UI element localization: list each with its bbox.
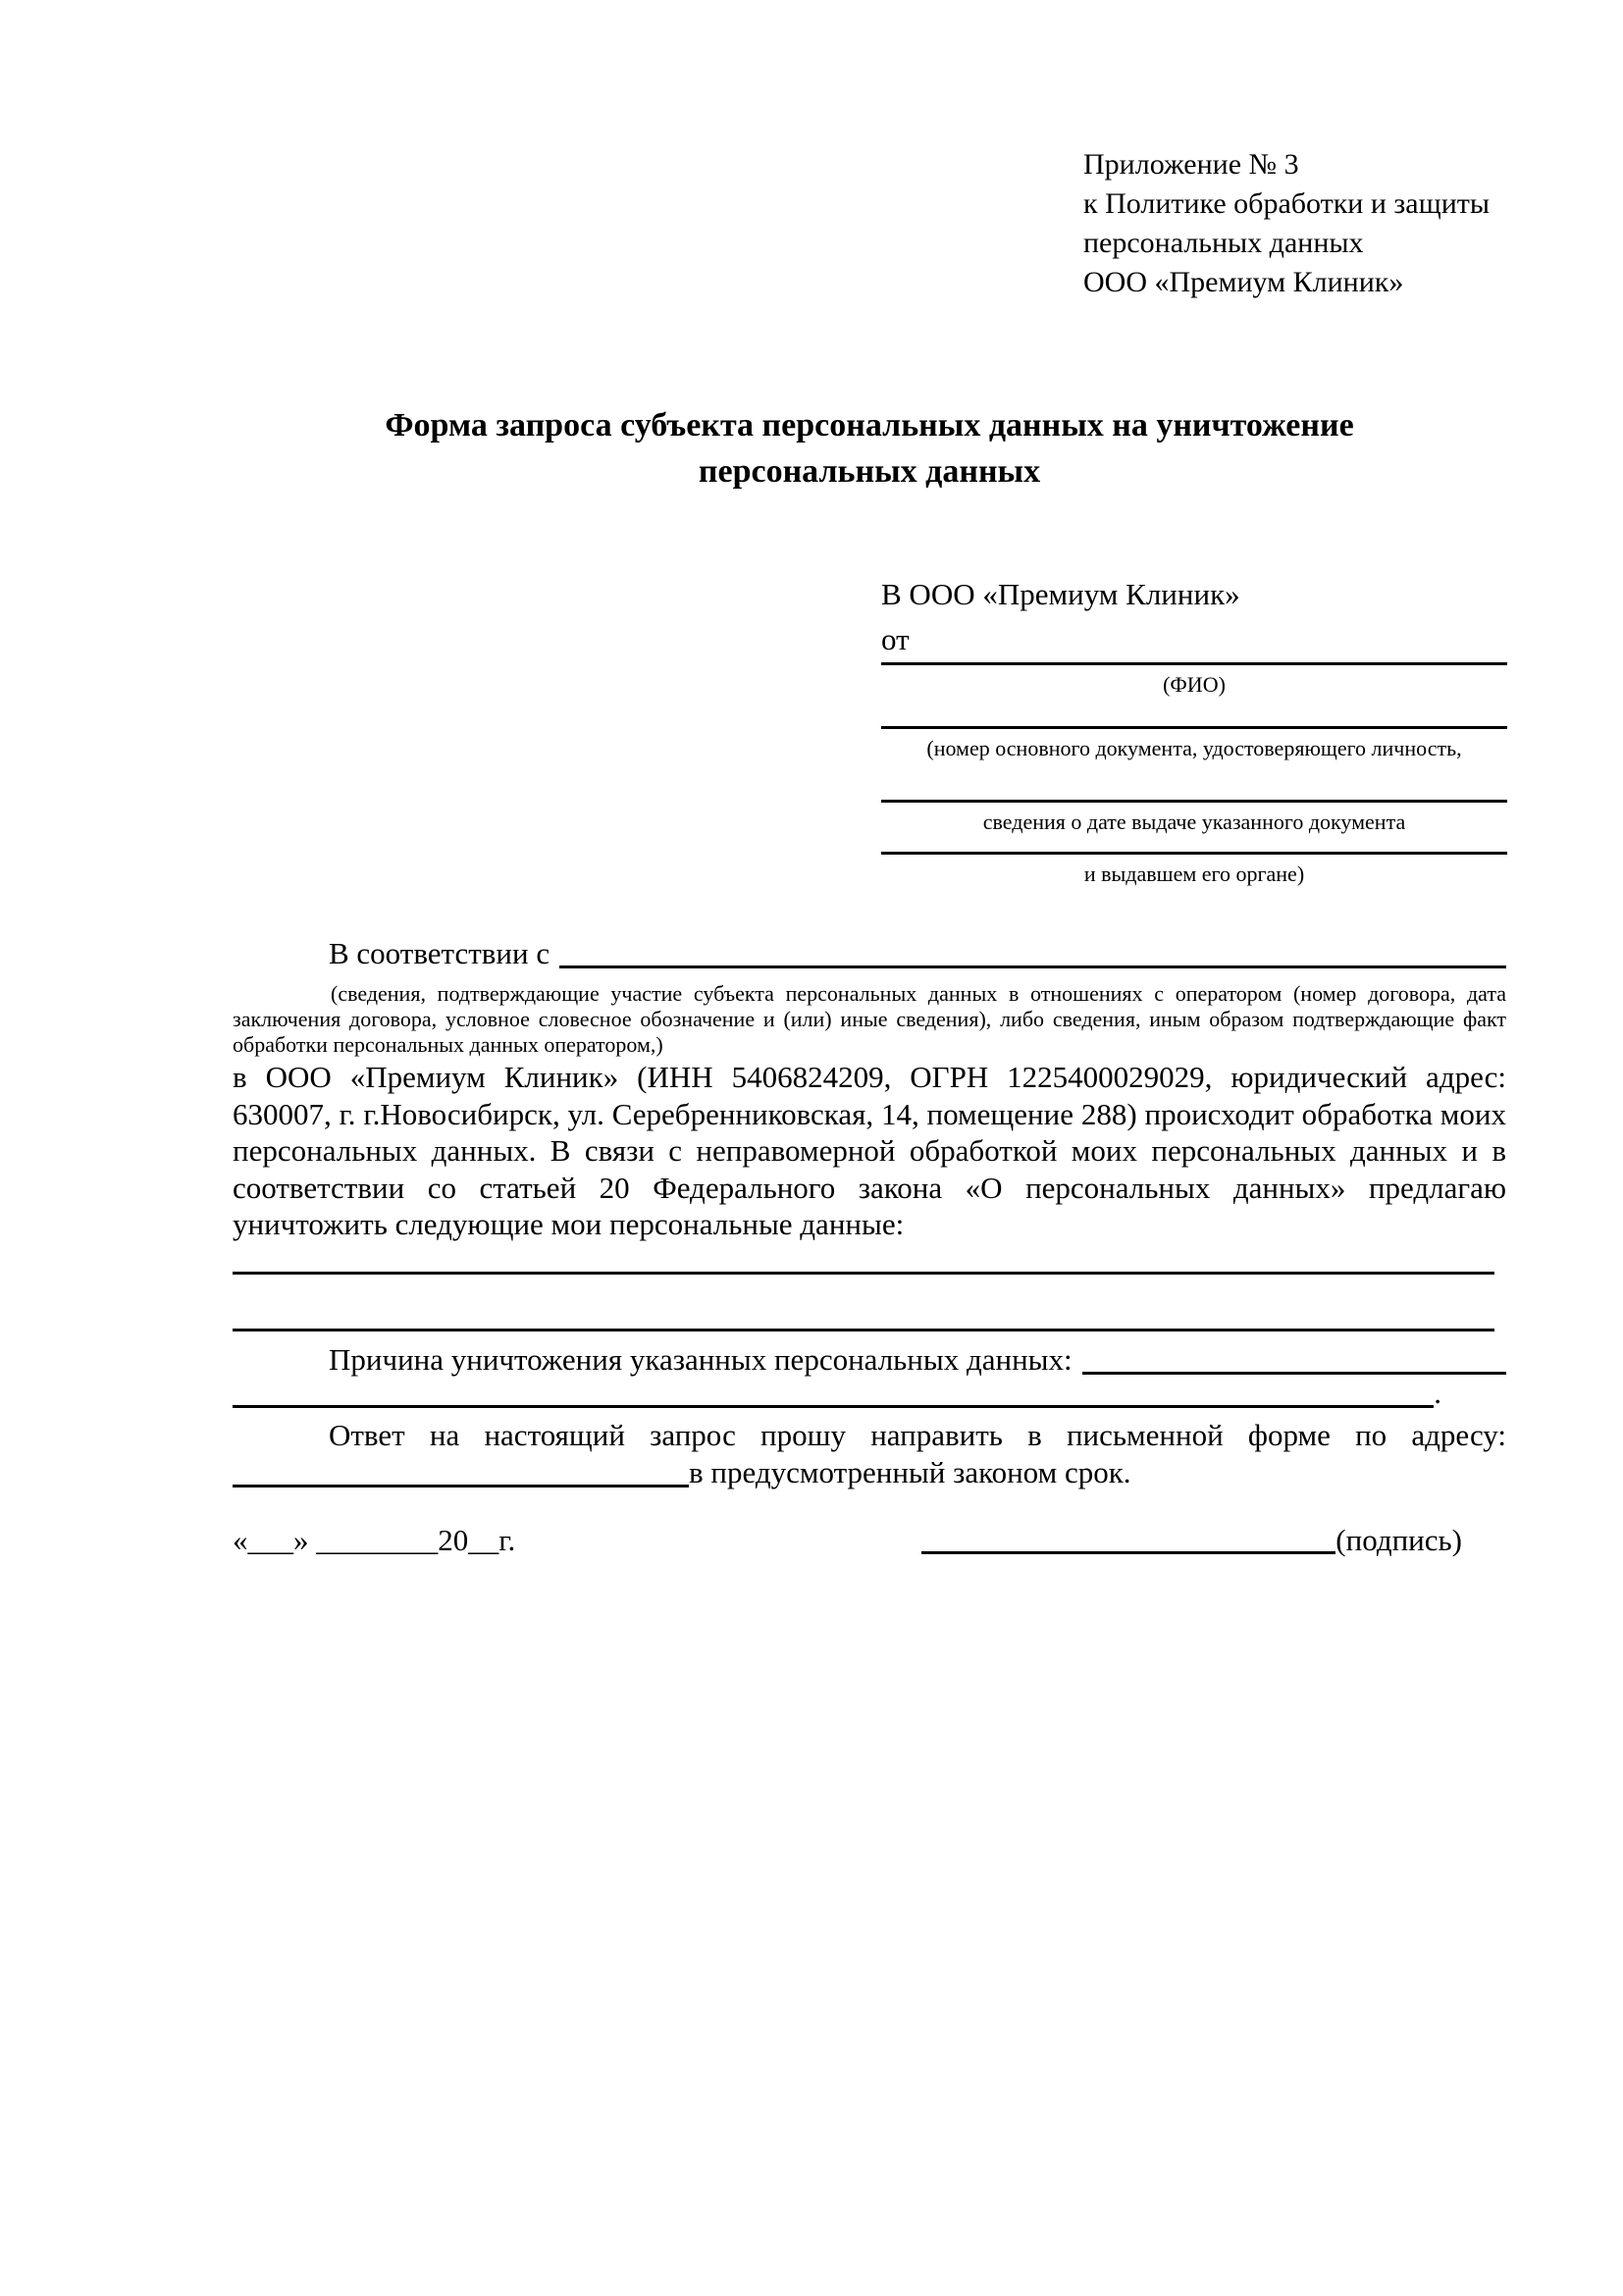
page-title-line: персональных данных: [698, 453, 1041, 490]
date-signature-row: [233, 1521, 1462, 1560]
reason-label: Причина уничтожения указанных персональных данных:: [329, 1342, 1073, 1377]
reason-blank-line: [233, 1374, 1434, 1408]
addressee-from-label: от: [881, 622, 910, 656]
issue-date-field: [881, 800, 1507, 836]
signature-blank-line: [921, 1551, 1335, 1554]
answer-tail-text: в предусмотренный законом срок.: [689, 1455, 1131, 1489]
page-title: [233, 402, 1506, 495]
appendix-block: [1083, 145, 1490, 302]
date-line: «___» ________20__г.: [233, 1523, 516, 1557]
signature-block: [921, 1521, 1462, 1560]
reason-continuation-row: [233, 1374, 1441, 1413]
accordance-row: [233, 934, 1506, 973]
fio-field-caption: (ФИО): [1163, 672, 1226, 697]
document-number-caption: (номер основного документа, удостоверяющего личность,: [926, 736, 1462, 760]
appendix-line: персональных данных: [1083, 227, 1364, 259]
document-number-field: [881, 726, 1507, 762]
address-blank-line: [233, 1453, 689, 1487]
issuing-authority-caption: и выдавшем его органе): [1083, 861, 1305, 886]
main-paragraph: в ООО «Премиум Клиник» (ИНН 5406824209, ОГРН 1225400029029, юридический адрес: 630007, г. г.Новосибирск, ул. Серебренниковская, 14, помещение 288) происходит обработка моих персональных данных. В связи с неправомерной обработкой моих персональных данных и в соответствии со статьей 20 Федерального закона «О персональных данных» предлагаю уничтожить следующие мои персональные данные:: [233, 1060, 1506, 1241]
period-text: .: [1434, 1376, 1441, 1410]
page-title-line: Форма запроса субъекта персональных данных на уничтожение: [385, 407, 1354, 444]
signature-caption: (подпись): [1335, 1523, 1462, 1557]
answer-address-row: [233, 1453, 1506, 1492]
fio-field: [881, 662, 1507, 699]
accordance-label: В соответствии с: [329, 936, 550, 970]
personal-data-blank-line: [233, 1272, 1494, 1275]
addressee-to: В ООО «Премиум Клиник»: [881, 577, 1240, 611]
accordance-fine-print: (сведения, подтверждающие участие субъекта персональных данных в отношениях с оператором (номер договора, дата заключения договора, условное словесное обозначение и (или) иные сведения), либо сведения, иным образом подтверждающие факт обработки персональных данных оператором,): [233, 981, 1506, 1057]
accordance-blank-line: [559, 934, 1506, 968]
issue-date-caption: сведения о дате выдаче указанного документа: [982, 809, 1406, 834]
appendix-line: к Политике обработки и защиты: [1083, 187, 1491, 220]
first-line-indent: [233, 934, 329, 973]
answer-paragraph: Ответ на настоящий запрос прошу направить в письменной форме по адресу:: [329, 1418, 1506, 1452]
appendix-line: ООО «Премиум Клиник»: [1083, 266, 1404, 298]
reason-blank-line: [1082, 1340, 1506, 1375]
issuing-authority-field: [881, 852, 1507, 888]
personal-data-blank-line: [233, 1329, 1494, 1331]
appendix-line: Приложение № 3: [1083, 148, 1299, 181]
addressee-block: [881, 575, 1507, 888]
